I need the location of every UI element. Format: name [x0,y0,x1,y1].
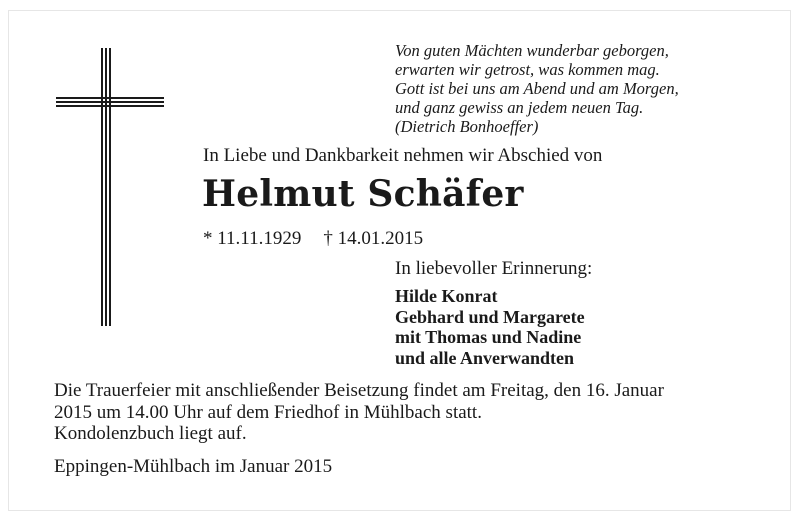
funeral-line: Kondolenzbuch liegt auf. [54,423,247,444]
death-date: † 14.01.2015 [323,228,424,249]
mourner-line: Hilde Konrat [395,286,498,306]
mourners-list [395,286,585,368]
deceased-name: Helmut Schäfer [202,173,524,215]
poem-line: und ganz gewiss an jedem neuen Tag. [395,98,644,117]
cross-icon [56,48,164,326]
mourner-line: mit Thomas und Nadine [395,327,582,347]
funeral-line: Die Trauerfeier mit anschließender Beisetzung findet am Freitag, den 16. Januar [54,380,664,401]
funeral-info [54,380,664,445]
funeral-line: 2015 um 14.00 Uhr auf dem Friedhof in Mühlbach statt. [54,401,482,423]
life-dates [203,228,423,250]
place-date: Eppingen-Mühlbach im Januar 2015 [54,456,333,477]
bonhoeffer-poem [395,41,679,136]
mourner-line: Gebhard und Margarete [395,306,585,327]
poem-line: Gott ist bei uns am Abend und am Morgen, [395,79,679,98]
birth-date: * 11.11.1929 [203,228,302,249]
mourner-line: und alle Anverwandten [395,347,575,368]
poem-line: Von guten Mächten wunderbar geborgen, [395,41,669,60]
poem-author: (Dietrich Bonhoeffer) [395,117,539,136]
memory-label: In liebevoller Erinnerung: [395,258,593,279]
farewell-intro: In Liebe und Dankbarkeit nehmen wir Abschied von [203,145,603,166]
poem-line: erwarten wir getrost, was kommen mag. [395,60,660,79]
